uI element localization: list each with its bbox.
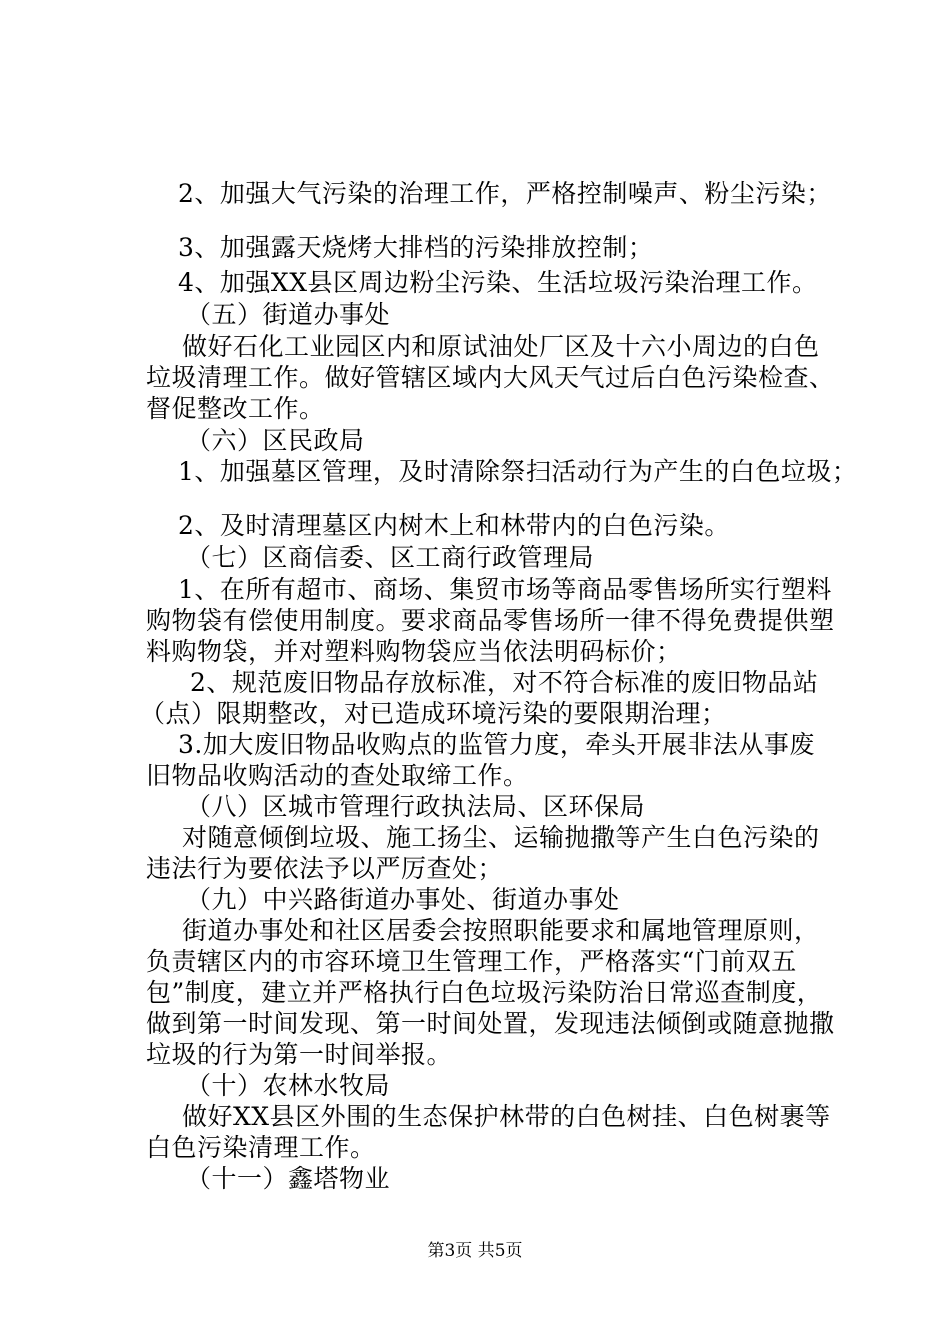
- text-line: 负责辖区内的市容环境卫生管理工作，严格落实“门前双五: [146, 947, 797, 976]
- text-line: 白色污染清理工作。: [146, 1133, 376, 1162]
- text-line: 1、加强墓区管理，及时清除祭扫活动行为产生的白色垃圾；: [178, 457, 858, 486]
- text-line: 4、加强XX县区周边粉尘污染、生活垃圾污染治理工作。: [178, 268, 818, 297]
- text-line: 3.加大废旧物品收购点的监管力度，牵头开展非法从事废: [178, 730, 815, 759]
- text-line: 垃圾清理工作。做好管辖区域内大风天气过后白色污染检查、: [146, 363, 835, 392]
- section-heading: （五）街道办事处: [186, 300, 391, 329]
- text-line: 违法行为要依法予以严厉查处；: [146, 854, 504, 883]
- text-line: 做好XX县区外围的生态保护林带的白色树挂、白色树裹等: [182, 1102, 831, 1131]
- text-line: 垃圾的行为第一时间举报。: [146, 1040, 453, 1069]
- text-line: 旧物品收购活动的查处取缔工作。: [146, 761, 529, 790]
- text-line: 督促整改工作。: [146, 394, 325, 423]
- page-number-footer: 第3页 共5页: [427, 1241, 523, 1261]
- text-line: 做好石化工业园区内和原试油处厂区及十六小周边的白色: [182, 332, 820, 361]
- text-line: （点）限期整改，对已造成环境污染的要限期治理；: [140, 699, 727, 728]
- text-line: 2、规范废旧物品存放标准，对不符合标准的废旧物品站: [190, 668, 819, 697]
- text-line: 对随意倾倒垃圾、施工扬尘、运输抛撒等产生白色污染的: [182, 823, 820, 852]
- text-line: 做到第一时间发现、第一时间处置，发现违法倾倒或随意抛撒: [146, 1009, 835, 1038]
- section-heading: （六）区民政局: [186, 426, 365, 455]
- text-line: 街道办事处和社区居委会按照职能要求和属地管理原则，: [182, 916, 820, 945]
- section-heading: （九）中兴路街道办事处、街道办事处: [186, 885, 620, 914]
- text-line: 料购物袋，并对塑料购物袋应当依法明码标价；: [146, 637, 682, 666]
- text-line: 1、在所有超市、商场、集贸市场等商品零售场所实行塑料: [178, 575, 832, 604]
- text-line: 3、加强露天烧烤大排档的污染排放控制；: [178, 233, 654, 262]
- text-line: 2、加强大气污染的治理工作，严格控制噪声、粉尘污染；: [178, 179, 832, 208]
- section-heading: （十）农林水牧局: [186, 1071, 391, 1100]
- text-line: 包”制度，建立并严格执行白色垃圾污染防治日常巡查制度，: [146, 978, 823, 1007]
- section-heading: （七）区商信委、区工商行政管理局: [186, 543, 595, 572]
- text-line: 2、及时清理墓区内树木上和林带内的白色污染。: [178, 511, 730, 540]
- section-heading: （八）区城市管理行政执法局、区环保局: [186, 792, 646, 821]
- section-heading: （十一）鑫塔物业: [186, 1164, 391, 1193]
- text-line: 购物袋有偿使用制度。要求商品零售场所一律不得免费提供塑: [146, 606, 835, 635]
